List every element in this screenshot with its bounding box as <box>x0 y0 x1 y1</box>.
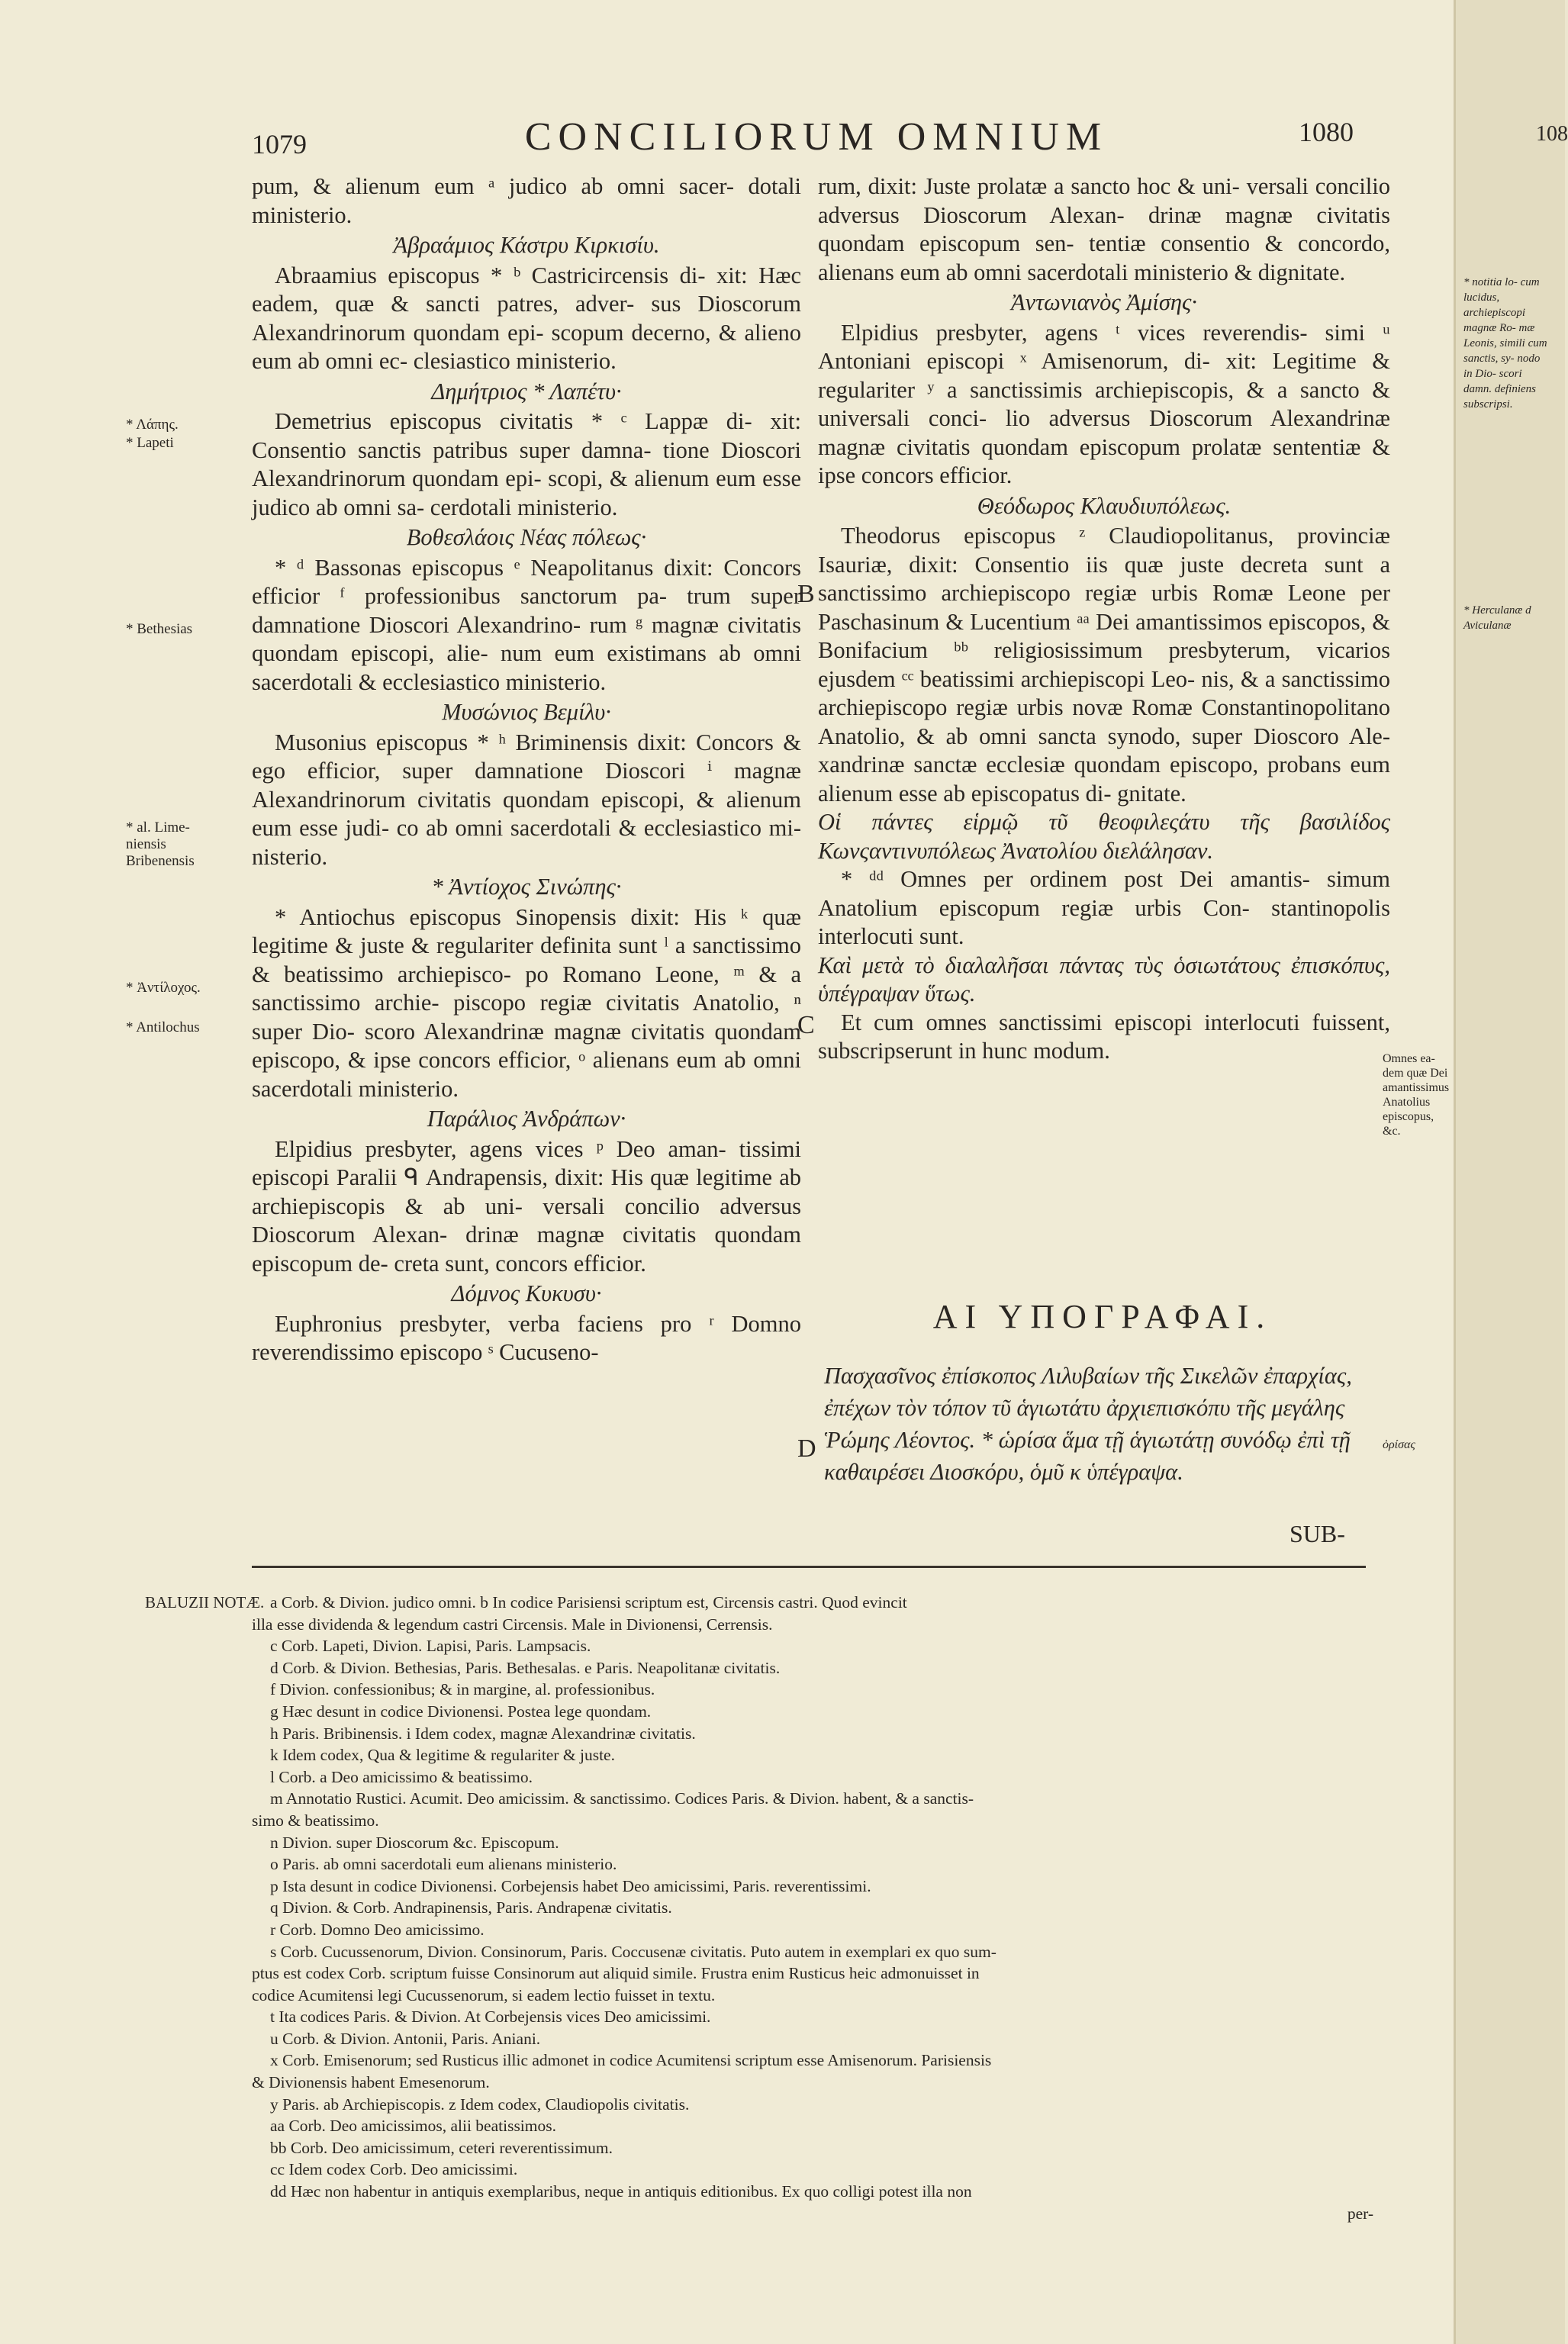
footnote-line: simo & beatissimo. <box>252 1811 379 1830</box>
paragraph: Euphronius presbyter, verba faciens pro ʳ Domno reverendissimo episcopo ˢ Cucuseno- <box>252 1310 801 1365</box>
greek-heading: Δημήτριος * Λαπέτυ· <box>431 378 622 404</box>
footnote-line: n Divion. super Dioscorum &c. Episcopum. <box>270 1833 559 1852</box>
catchword: SUB- <box>1289 1520 1345 1547</box>
running-title: CONCILIORUM OMNIUM <box>524 115 1109 159</box>
margin-note: * al. Lime- niensis Bribenensis <box>126 819 195 869</box>
section-letter-c: C <box>797 1011 815 1039</box>
margin-note: * Lapeti <box>126 435 174 451</box>
footnote-line: per- <box>863 2204 1373 2223</box>
paragraph: pum, & alienum eum ᵃ judico ab omni sacer- dotali ministerio. <box>252 173 801 228</box>
subscription-greek-text: Πασχασῖνος ἐπίσκοπος Λιλυβαίων τῆς Σικελῶν ἐπαρχίας, ἐπέχων τὸν τόπον τῦ ἁγιωτάτυ ἀρχιεπισκόπυ τῆς μεγάλης Ῥώμης Λέοντος. * ὡρίσα ἅμα τῇ ἁγιωτάτῃ συνόδῳ ἐπὶ τῇ καθαιρέσει Διοσκόρυ, ὁμῦ κ ὑπέγραψα. <box>824 1363 1352 1485</box>
footnote-line: ptus est codex Corb. scriptum fuisse Consinorum aut aliquid simile. Frustra enim Rusticus heic admonuisset in <box>252 1964 980 1983</box>
margin-note: * Λάπης. <box>126 417 179 433</box>
paragraph: Demetrius episcopus civitatis * ᶜ Lappæ di- xit: Consentio sanctis patribus super damna- tione Dioscori Alexandrinorum quondam epi- scopi, & alienum eum esse judico ab omni sa- cerdotali ministerio. <box>252 408 801 520</box>
margin-note: * Bethesias <box>126 621 193 637</box>
footnote-line: o Paris. ab omni sacerdotali eum alienans ministerio. <box>270 1855 617 1874</box>
footnote-line: a Corb. & Divion. judico omni. b In codice Parisiensi scriptum est, Circensis castri. Quod evincit <box>270 1593 907 1612</box>
paragraph: Theodorus episcopus ᶻ Claudiopolitanus, provinciæ Isauriæ, dixit: Consentio iis quæ juste decreta sunt a sanctissimo archiepiscopo regiæ urbis Romæ Leone per Paschasinum & Lucentium ᵃᵃ Dei amantissimos episcopos, & Bonifacium ᵇᵇ religiosissimum presbyterum, vicarios ejusdem ᶜᶜ beatissimi archiepiscopi Leo- nis, & a sanctissimo archiepiscopo regiæ urbis novæ Romæ Constantinopolitano Anatolio, & ab omni sancta synodo, super Dioscoro Ale- xandrinæ sanctæ ecclesiæ quondam episcopo, probans eum alienum esse ab episcopatus di- gnitate. <box>818 523 1390 807</box>
paragraph: Abraamius episcopus * ᵇ Castricircensis di- xit: Hæc eadem, quæ & sancti patres, adver- sus Dioscorum Alexandrinorum quondam epi- scopum decerno, & alieno eum ab omni ec- clesiastico ministerio. <box>252 262 801 374</box>
paragraph: Musonius episcopus * ʰ Briminensis dixit: Concors & ego efficior, super damnatione Dioscori ⁱ magnæ Alexandrinorum civitatis quondam episcopi, & alienum eum esse judi- co ab omni sacerdotali & ecclesiastico mi- nisterio. <box>252 729 801 870</box>
greek-paragraph: Καὶ μετὰ τὸ διαλαλῆσαι πάντας τὺς ὁσιωτάτους ἐπισκόπυς, ὑπέγραψαν ὕτως. <box>818 951 1390 1006</box>
footnote-line: aa Corb. Deo amicissimos, alii beatissimos. <box>270 2117 557 2136</box>
margin-note: * Ἀντίλοχος. <box>126 980 201 996</box>
right-column <box>818 172 1390 1066</box>
margin-note: * Antilochus <box>126 1019 200 1035</box>
footnote-line: x Corb. Emisenorum; sed Rusticus illic admonet in codice Acumitensi scriptum esse Amisenorum. Parisiensis <box>270 2051 992 2070</box>
paragraph: * ᵈᵈ Omnes per ordinem post Dei amantis- simum Anatolium episcopum regiæ urbis Con- stantinopolis interlocuti sunt. <box>818 866 1390 949</box>
footnote-line: k Idem codex, Qua & legitime & regulariter & juste. <box>270 1746 615 1765</box>
footnote-line: u Corb. & Divion. Antonii, Paris. Aniani. <box>270 2029 541 2048</box>
paragraph: Elpidius presbyter, agens ᵗ vices reverendis- simi ᵘ Antoniani episcopi ˣ Amisenorum, di- xit: Legitime & regulariter ʸ a sanctissimis archiepiscopis, & a sancto & universali conci- lio adversus Dioscorum Alexandrinæ magnæ civitatis quondam episcopum prolatæ sententiæ & ipse concors efficior. <box>818 319 1390 488</box>
footnote-line: y Paris. ab Archiepiscopis. z Idem codex, Claudiopolis civitatis. <box>270 2094 690 2114</box>
footnote-line: m Annotatio Rustici. Acumit. Deo amicissim. & sanctissimo. Codices Paris. & Divion. habent, & a sanctis- <box>270 1789 974 1808</box>
footnote-line: p Ista desunt in codice Divionensi. Corbejensis habet Deo amicissimi, Paris. reverentissimi. <box>270 1876 871 1895</box>
footnote-line: t Ita codices Paris. & Divion. At Corbejensis vices Deo amicissimi. <box>270 2008 711 2027</box>
notes-label: BALUZII NOTÆ. <box>145 1593 265 1612</box>
footnote-line: illa esse dividenda & legendum castri Circensis. Male in Divionensi, Cerrensis. <box>252 1615 773 1634</box>
footnote-line: l Corb. a Deo amicissimo & beatissimo. <box>270 1767 533 1786</box>
greek-heading: Ἀντωνιανὸς Ἀμίσης· <box>1010 289 1197 315</box>
footnotes <box>252 1592 1373 2224</box>
footnote-line: cc Idem codex Corb. Deo amicissimi. <box>270 2160 518 2179</box>
footnote-line: d Corb. & Divion. Bethesias, Paris. Bethesalas. e Paris. Neapolitanæ civitatis. <box>270 1658 781 1677</box>
paragraph: Elpidius presbyter, agens vices ᵖ Deo aman- tissimi episcopi Paralii ᑫ Andrapensis, dixit: His quæ legitime ab archiepiscopis & ab uni- versali concilio adversus Dioscorum Alexan- drinæ magnæ civitatis quondam episcopum de- creta sunt, concors efficior. <box>252 1135 801 1277</box>
greek-heading: * Ἀντίοχος Σινώπης· <box>431 874 622 900</box>
paragraph: * Antiochus episcopus Sinopensis dixit: His ᵏ quæ legitime & juste & regulariter definita sunt ˡ a sanctissimo & beatissimo archiepisco- po Romano Leone, ᵐ & a sanctissimo archie- piscopo regiæ civitatis Anatolio, ⁿ super Dio- scoro Alexandrinæ magnæ civitatis quondam episcopo, & ipse concors efficior, ᵒ alienans eum ab omni sacerdotali ministerio. <box>252 903 801 1102</box>
paragraph: * ᵈ Bassonas episcopus ᵉ Neapolitanus dixit: Concors efficior ᶠ professionibus sanctorum pa- trum super damnatione Dioscori Alexandrino- rum ᵍ magnæ civitatis quondam episcopi, alie- num eum existimans ab omni sacerdotali & ecclesiastico ministerio. <box>252 554 801 695</box>
footnote-line: & Divionensis habent Emesenorum. <box>252 2073 490 2092</box>
next-page-margin-note: * Herculanæ d Aviculanæ <box>1463 604 1531 632</box>
footnote-line: g Hæc desunt in codice Divionensi. Postea lege quondam. <box>270 1702 652 1721</box>
greek-paragraph: Οἱ πάντες εἱρμῷ τῦ θεοφιλεςάτυ τῆς βασιλίδος Κωνςαντινυπόλεως Ἀνατολίου διελάλησαν. <box>818 809 1390 864</box>
footnote-line: h Paris. Bribinensis. i Idem codex, magnæ Alexandrinæ civitatis. <box>270 1724 696 1743</box>
footnote-line: dd Hæc non habentur in antiquis exemplaribus, neque in antiquis editionibus. Ex quo colligi potest illa non <box>270 2182 972 2201</box>
page-number-left: 1079 <box>252 129 307 159</box>
paragraph: Et cum omnes sanctissimi episcopi interlocuti fuissent, subscripserunt in hunc modum. <box>818 1009 1390 1064</box>
footnote-line: bb Corb. Deo amicissimum, ceteri reverentissimum. <box>270 2138 613 2157</box>
greek-heading: Παράλιος Ἀνδράπων· <box>427 1106 626 1132</box>
footnote-line: s Corb. Cucussenorum, Divion. Consinorum, Paris. Coccusenæ civitatis. Puto autem in exemplari ex quo sum- <box>270 1942 997 1961</box>
page-number-right: 1080 <box>1299 117 1354 147</box>
greek-heading: Μυσώνιος Βεμίλυ· <box>442 699 611 725</box>
next-page-margin-note: * notitia lo- cum lucidus, archiepiscopi magnæ Ro- mæ Leonis, simili cum sanctis, sy- nodo in Dio- scori damn. definiens subscripsi. <box>1463 276 1547 411</box>
margin-note: Omnes ea- dem quæ Dei amantissimus Anatolius episcopus, &c. <box>1383 1052 1450 1138</box>
subscriptions-heading: ΑΙ ΥΠΟΓΡΑΦΑΙ. <box>932 1298 1273 1335</box>
left-column <box>252 172 801 1367</box>
section-letter-b: B <box>797 580 815 608</box>
next-page-edge <box>1454 0 1568 2344</box>
next-page-number: 108 <box>1536 122 1568 146</box>
margin-note: ὁρίσας <box>1383 1438 1415 1451</box>
greek-heading: Ἀβραάμιος Κάστρυ Κιρκισίυ. <box>393 232 660 258</box>
paragraph: rum, dixit: Juste prolatæ a sancto hoc & uni- versali concilio adversus Dioscorum Alexan- drinæ magnæ civitatis quondam episcopum sen- tentiæ consentio & concordo, alienans eum ab omni sacerdotali ministerio & dignitate. <box>818 173 1390 285</box>
divider <box>252 1566 1366 1568</box>
greek-heading: Βοθεσλάοις Νέας πόλεως· <box>406 524 647 550</box>
footnote-line: r Corb. Domno Deo amicissimo. <box>270 1920 485 1939</box>
footnote-line: f Divion. confessionibus; & in margine, al. professionibus. <box>270 1680 655 1699</box>
footnote-line: c Corb. Lapeti, Divion. Lapisi, Paris. Lampsacis. <box>270 1637 591 1656</box>
greek-heading: Θεόδωρος Κλαυδιυπόλεως. <box>977 492 1232 519</box>
section-letter-d: D <box>797 1434 816 1463</box>
footnote-line: q Divion. & Corb. Andrapinensis, Paris. Andrapenæ civitatis. <box>270 1898 672 1917</box>
greek-heading: Δόμνος Κυκυσυ· <box>451 1280 602 1306</box>
footnote-line: codice Acumitensi legi Cucussenorum, si eadem lectio fuisset in textu. <box>252 1985 716 2004</box>
